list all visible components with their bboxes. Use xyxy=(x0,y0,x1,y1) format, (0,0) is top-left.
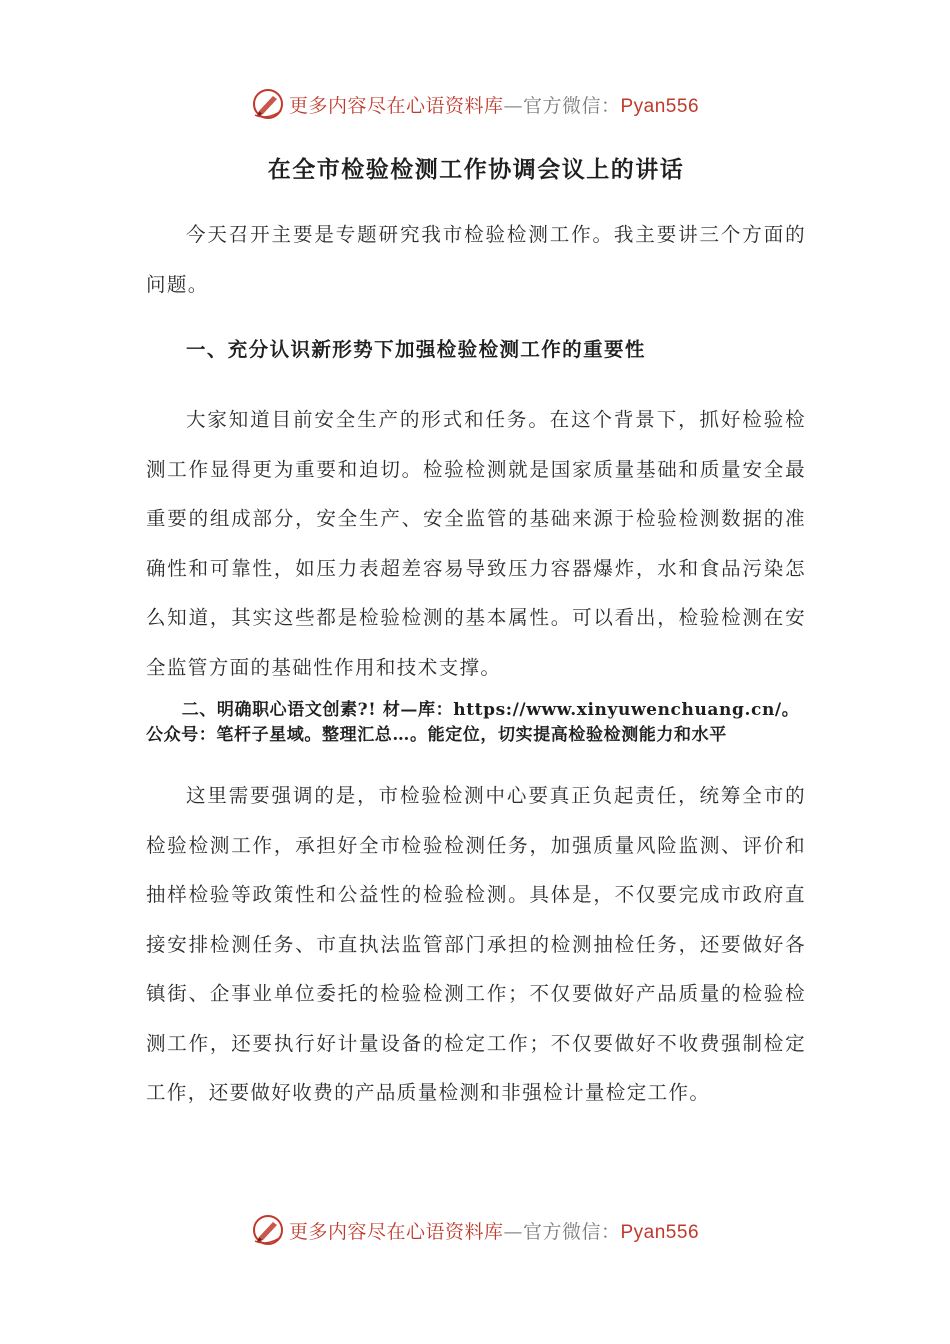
watermark-wechat-label: 官方微信： xyxy=(522,1220,621,1243)
watermark-wechat-label: 官方微信： xyxy=(522,94,621,117)
watermark-separator: — xyxy=(503,1220,523,1243)
document-body xyxy=(146,150,806,1118)
watermark-wechat-id: Pyan556 xyxy=(620,95,700,117)
section-1-heading: 一、充分认识新形势下加强检验检测工作的重要性 xyxy=(185,338,646,361)
section-2-paragraph: 这里需要强调的是，市检验检测中心要真正负起责任，统筹全市的检验检测工作，承担好全市检验检测任务，加强质量风险监测、评价和抽样检验等政策性和公益性的检验检测。具体是，不仅要完成市政府直接安排检测任务、市直执法监管部门承担的检测抽检任务，还要做好各镇街、企事业单位委托的检验检测工作；不仅要做好产品质量的检验检测工作，还要执行好计量设备的检定工作；不仅要做好不收费强制检定工作，还要做好收费的产品质量检测和非强检计量检定工作。 xyxy=(146,784,806,1104)
watermark-site-text: 更多内容尽在心语资料库 xyxy=(288,94,504,117)
footer-watermark xyxy=(0,1210,950,1250)
watermark-site-text: 更多内容尽在心语资料库 xyxy=(288,1220,504,1243)
document-title: 在全市检验检测工作协调会议上的讲话 xyxy=(267,156,685,183)
intro-paragraph: 今天召开主要是专题研究我市检验检测工作。我主要讲三个方面的问题。 xyxy=(146,223,806,296)
pen-logo-icon xyxy=(251,87,285,121)
watermark-text xyxy=(289,1217,699,1244)
pen-logo-icon xyxy=(251,1213,285,1247)
watermark-text xyxy=(289,91,699,118)
section-2-heading: 二、明确职心语文创素?! 材—库：https://www.xinyuwenchuang.cn/。公众号：笔杆子星域。整理汇总…。能定位，切实提高检验检测能力和水平 xyxy=(146,700,800,745)
header-watermark xyxy=(0,84,950,124)
section-1-paragraph: 大家知道目前安全生产的形式和任务。在这个背景下，抓好检验检测工作显得更为重要和迫切。检验检测就是国家质量基础和质量安全最重要的组成部分，安全生产、安全监管的基础来源于检验检测数据的准确性和可靠性，如压力表超差容易导致压力容器爆炸，水和食品污染怎么知道，其实这些都是检验检测的基本属性。可以看出，检验检测在安全监管方面的基础性作用和技术支撑。 xyxy=(146,408,806,679)
watermark-separator: — xyxy=(503,94,523,117)
watermark-wechat-id: Pyan556 xyxy=(620,1221,700,1243)
